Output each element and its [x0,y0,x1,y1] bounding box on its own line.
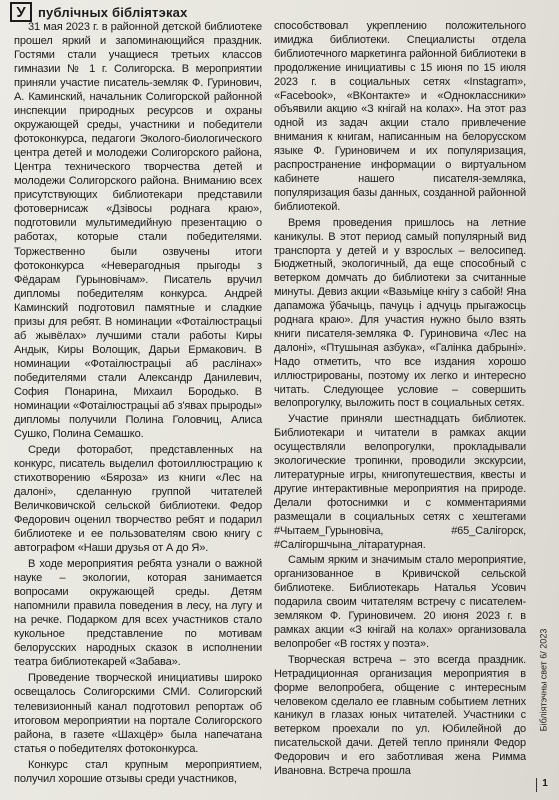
paragraph: В ходе мероприятия ребята узнали о важной науке – экологии, которая занимается вопросами окружающей среды. Детям напомнили правила поведения в лесу, на лугу и на речке. Подарком для всех участников стало кукольное представление по мотивам белорусских народных сказок в исполнении театра библиотекарей «Забава». [14,558,262,669]
section-initial: У [10,2,32,22]
paragraph: способствовал укреплению положительного имиджа библиотеки. Специалисты отдела библиотечного маркетинга районной библиотеки в продолжение инициативы с 15 июня по 15 июля 2023 г. в социальных сетях «Instagram», «Facebook», «ВКонтакте» и «Одноклассники» объявили акцию «З кнігай на колах». На этот раз одной из задач акции стало привлечение внимания к книгам, написанным на белорусском языке Ф. Гуриновичем и их популяризация, распространение информации о виртуальном кабинете нашего писателя-земляка, популяризация базы данных, созданной районной библиотекой. [274,20,526,213]
page-number: 1 [536,778,553,792]
paragraph: Творческая встреча – это всегда праздник. Нетрадиционная организация мероприятия в форме велопробега, общение с интересным человеком сделало ее главным событием летних каникул в глазах юных читателей. Участники с ветерком проехали по ул. Юбилейной до писательской дачи. Детей тепло приняли Федор Федорович и его заботливая жена Римма Ивановна. Встреча прошла [274,653,526,778]
section-header [10,2,519,22]
paragraph: Участие приняли шестнадцать библиотек. Библиотекари и читатели в рамках акции осуществляли велопрогулки, прокладывали экологические тропинки, проводили экскурсии, литературные игры, книгопутешествия, квесты и другие интерактивные мероприятия на природе. Делали фотоснимки и с комментариями размещали в социальных сетях с хештегами #Чытаем_Гурыновіча, #65_Салігорск, #Салігоршчына_літаратурная. [274,413,526,551]
paragraph: Конкурс стал крупным мероприятием, получил хорошие отзывы среди участников, [14,758,262,785]
right-column [274,20,526,779]
journal-name: Бібліятэчны свет 6/ 2023 [538,628,549,732]
section-title: публічных бібліятэках [38,4,188,20]
paragraph: Проведение творческой инициативы широко освещалось Солигорскими СМИ. Солигорский телевизионный канал подготовил репортаж об итоговом мероприятии на портале Солигорского района, в газете «Шахцёр» была напечатана статья о победителях фотоконкурса. [14,672,262,755]
paragraph: Время проведения пришлось на летние каникулы. В этот период самый популярный вид транспорта у детей и у взрослых – велосипед. Бюджетный, экологичный, да еще способный с ветерком домчать до библиотеки за считанные минуты. Девиз акции «Вазьміце кнігу з сабой! Яна дапаможа ўбачыць, пачуць і адчуць прыгажосць роднага краю». Для участия нужно было взять книги писателя-земляка Ф. Гуриновича «Лес на далоні», «Птушыная азбука», «Галінка дабрыні». Надо отметить, что все издания хорошо иллюстрированы, поэтому их легко и интересно читать. Следующее условие – совершить велопрогулку, выложить пост в социальных сетях. [274,216,526,410]
left-column [14,20,262,786]
paragraph: 31 мая 2023 г. в районной детской библиотеке прошел яркий и запоминающийся праздник. Гостями стали учащиеся третьих классов гимназии № 1 г. Солигорска. В мероприятии приняли участие писатель-земляк Ф. Гуринович, А. Каминский, начальник Солигорской районной инспекции природных ресурсов и охраны окружающей среды, участники и победители фотоконкурса, педагоги Эколого-биологического центра детей и молодежи Солигорского района, Центра технического творчества детей и молодежи Солигорского района. Вниманию всех присутствующих библиотекари представили фотовернисаж «Дзівосы роднага краю», подготовили мультимедийную презентацию о работах, которые стали победителями. Торжественно были озвучены итоги фотоконкурса «Неверагодныя прыгоды з Фёдарам Гурыновічам». Писатель вручил дипломы победителям конкурса. Андрей Каминский подготовил памятные и сладкие призы для ребят. В номинации «Фотаілюстрацыі аб жывёлах» лучшими стали работы Киры Андык, Киры Волощик, Дарьи Ермакович. В номинации «Фотаілюстрацыі аб раслінах» победителями стали Александр Данилевич, София Понарина, Михаил Бородько. В номинации «Фотаілюстрацыі аб з'явах прыроды» дипломы получили Полина Головчиц, Алиса Сушко, Полина Семашко. [14,21,262,440]
journal-sidebar [533,560,553,800]
paragraph: Самым ярким и значимым стало мероприятие, организованное в Кривичской сельской библиотеке. Библиотекарь Наталья Усович подарила своим читателям встречу с писателем-земляком Ф. Гуриновичем. 20 июня 2023 г. в рамках акции «З кнігай на колах» организовала велопробег «В гостях у поэта». [274,554,526,650]
paragraph: Среди фоторабот, представленных на конкурс, писатель выделил фотоиллюстрацию к стихотворению «Бяроза» из книги «Лес на далоні», сделанную группой читателей Величковичской сельской библиотеки. Федор Федорович оценил творчество ребят и подарил библиотеке и ее пользователям свою книгу с автографом «Наши друзья от А до Я». [14,443,262,555]
